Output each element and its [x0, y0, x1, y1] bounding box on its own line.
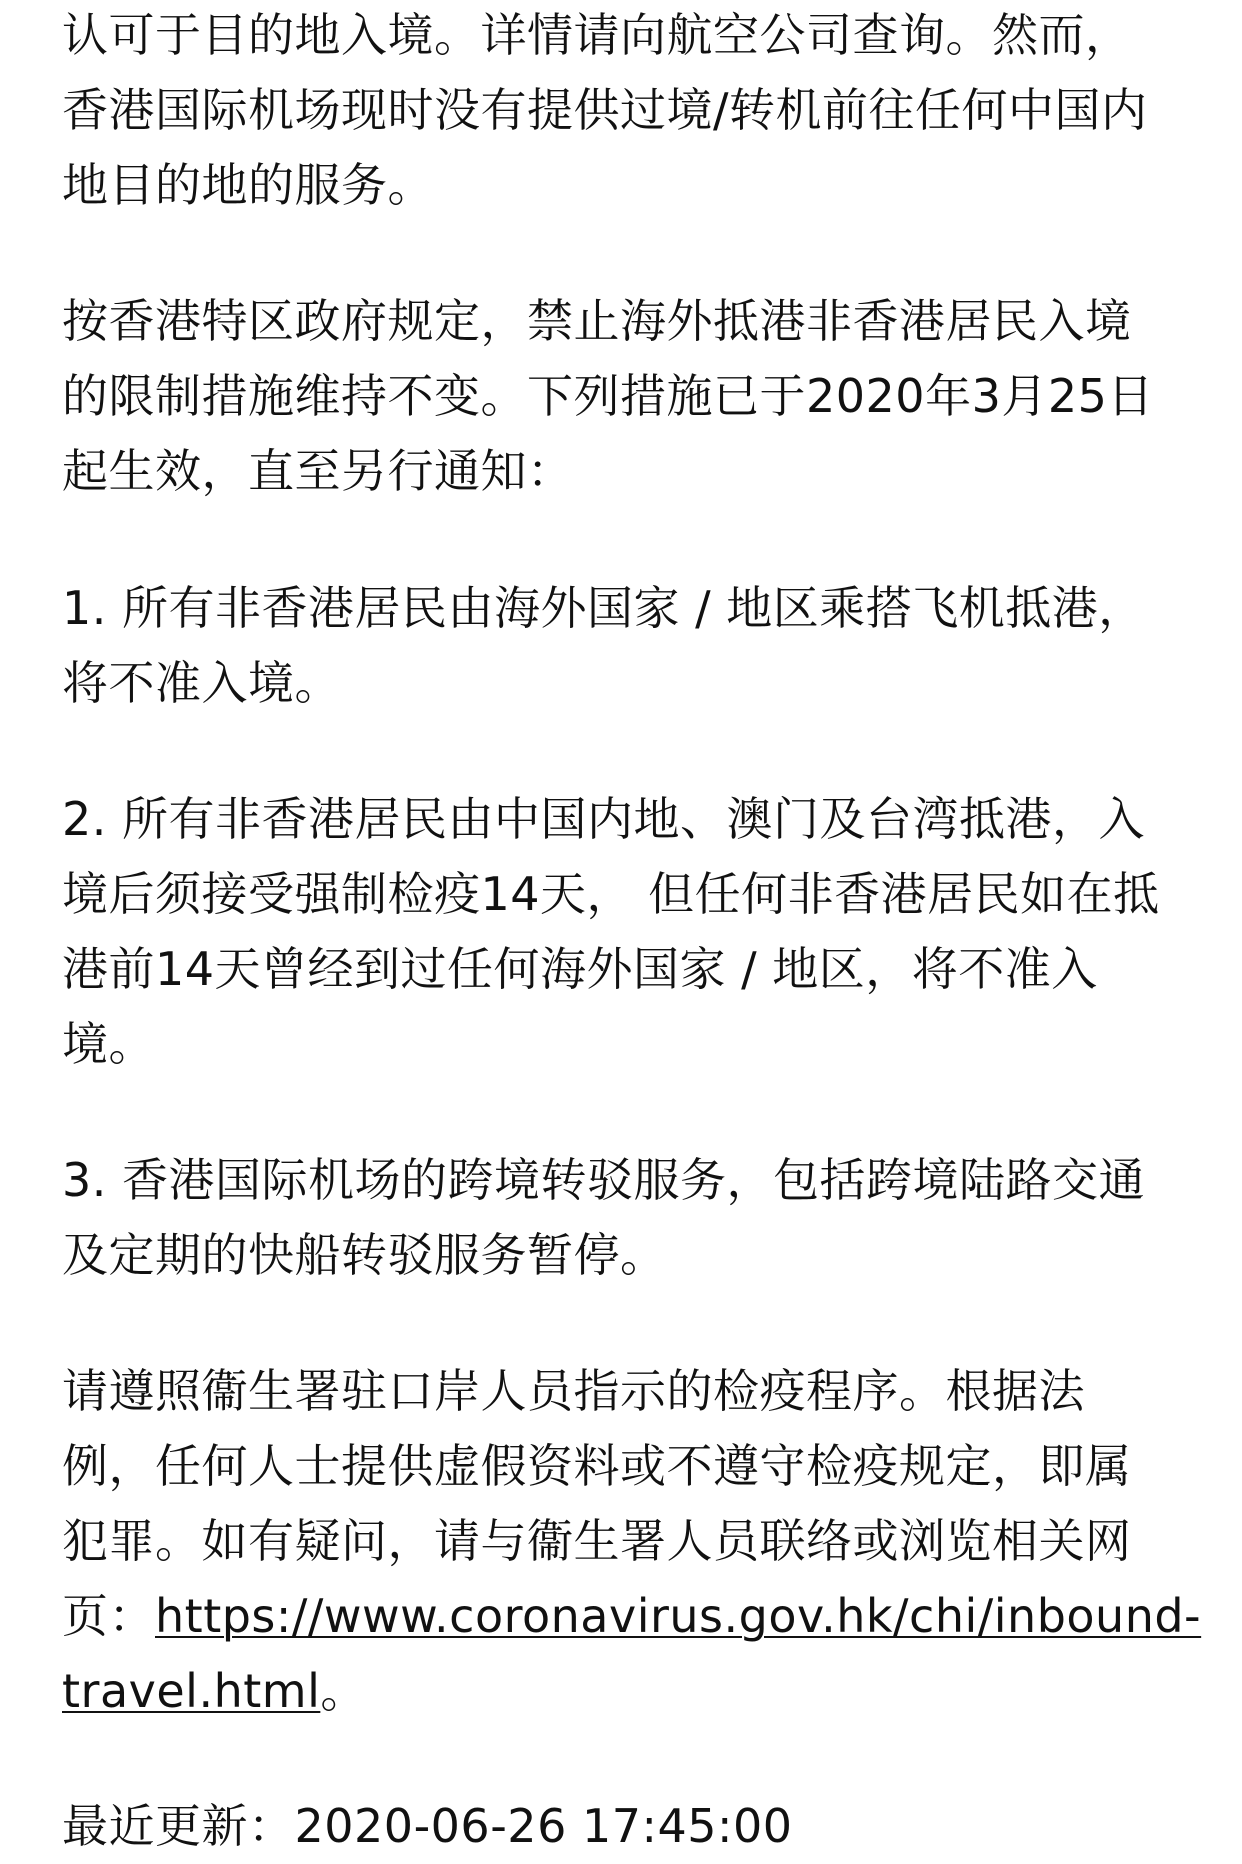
- paragraph-measure-1: [62, 571, 1192, 721]
- text-line: 港前14天曾经到过任何海外国家 / 地区，将不准入: [62, 942, 1098, 996]
- link-prefix: 页：: [62, 1589, 155, 1643]
- text-line-with-link: [62, 1654, 1192, 1729]
- text-line: 认可于目的地入境。详情请向航空公司查询。然而，: [62, 8, 1132, 62]
- text-line: 1. 所有非香港居民由海外国家 / 地区乘搭飞机抵港，: [62, 581, 1145, 635]
- link-suffix: 。: [320, 1664, 367, 1718]
- text-line: 地目的地的服务。: [62, 158, 434, 212]
- text-line: 按香港特区政府规定，禁止海外抵港非香港居民入境: [62, 294, 1132, 348]
- text-line: 3. 香港国际机场的跨境转驳服务，包括跨境陆路交通: [62, 1153, 1146, 1207]
- inbound-travel-link[interactable]: https://www.coronavirus.gov.hk/chi/inbound-: [155, 1589, 1202, 1643]
- text-line: 境。: [62, 1017, 155, 1071]
- last-updated: [62, 1789, 1192, 1864]
- text-line: 起生效，直至另行通知：: [62, 444, 574, 498]
- text-line: 请遵照衞生署驻口岸人员指示的检疫程序。根据法: [62, 1364, 1085, 1418]
- inbound-travel-link-continued[interactable]: travel.html: [62, 1664, 321, 1718]
- last-updated-value: 2020-06-26 17:45:00: [294, 1799, 793, 1853]
- text-line-with-link: [62, 1579, 1202, 1654]
- text-line: 及定期的快船转驳服务暂停。: [62, 1228, 667, 1282]
- paragraph-entry-restriction: [62, 284, 1192, 509]
- text-line: 2. 所有非香港居民由中国内地、澳门及台湾抵港，入: [62, 792, 1146, 846]
- paragraph-measure-2: [62, 782, 1192, 1082]
- text-line: 犯罪。如有疑问，请与衞生署人员联络或浏览相关网: [62, 1514, 1132, 1568]
- paragraph-quarantine-notice: [62, 1354, 1202, 1729]
- text-line: 香港国际机场现时没有提供过境/转机前往任何中国内: [62, 83, 1148, 137]
- text-line: 例，任何人士提供虚假资料或不遵守检疫规定，即属: [62, 1439, 1132, 1493]
- text-line: 境后须接受强制检疫14天， 但任何非香港居民如在抵: [62, 867, 1160, 921]
- text-line: 的限制措施维持不变。下列措施已于2020年3月25日: [62, 369, 1154, 423]
- last-updated-label: 最近更新：: [62, 1799, 295, 1853]
- text-line: 将不准入境。: [62, 656, 341, 710]
- paragraph-airport-transit: [62, 0, 1192, 223]
- paragraph-measure-3: [62, 1143, 1192, 1293]
